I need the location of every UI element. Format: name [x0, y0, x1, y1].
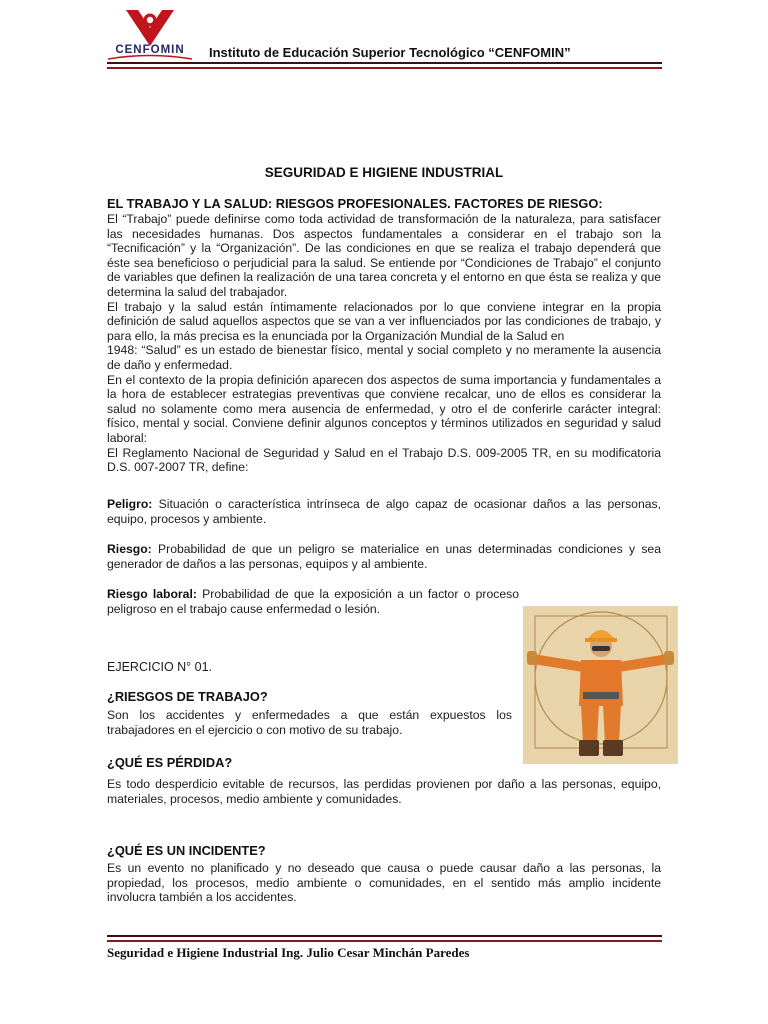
answer-perdida: Es todo desperdicio evitable de recursos, las perdidas provienen por daño a las personas, equipo, materiales, procesos, medio ambiente y comunidades. [107, 777, 661, 806]
def-riesgo: Probabilidad de que un peligro se materialice en unas determinadas condiciones y sea generador de daños a las personas, equipos y al ambiente. [107, 542, 661, 571]
header-rule [107, 62, 662, 64]
footer-rule [107, 935, 662, 937]
logo-text: CENFOMIN [115, 44, 185, 56]
definition-peligro [107, 497, 661, 526]
def-peligro: Situación o característica intrínseca de algo capaz de ocasionar daños a las personas, equipo, procesos y ambiente. [107, 497, 661, 526]
question-riesgos: ¿RIESGOS DE TRABAJO? [107, 689, 268, 704]
paragraph-salud: El trabajo y la salud están íntimamente relacionados por lo que conviene integrar en la propia definición de salud aquellos aspectos que se van a ver influenciados por las condiciones de trabajo, y para ello, la más precisa es la enunciada por la Organización Mundial de la Salud en [107, 299, 661, 343]
paragraph-trabajo: El “Trabajo” puede definirse como toda actividad de transformación de la naturaleza, para satisfacer las necesidades humanas. Dos aspectos fundamentales a considerar en el trabajo son la “Tecnificación” y la “Organización”. De las condiciones en que se realiza el trabajo dependerá que éste sea beneficioso o perjudicial para la salud. Se entiende por “Condiciones de Trabajo” el conjunto de variables que definen la realización de una tarea concreta y el entorno en que ésta se realiza y que determina la salud del trabajador. [107, 212, 661, 299]
term-riesgo-laboral: Riesgo laboral: [107, 587, 197, 601]
exercise-label: EJERCICIO N° 01. [107, 660, 213, 674]
paragraph-reglamento: El Reglamento Nacional de Seguridad y Salud en el Trabajo D.S. 009-2005 TR, en su modificatoria D.S. 007-2007 TR, define: [107, 445, 661, 475]
definition-riesgo-laboral [107, 587, 519, 616]
answer-riesgos: Son los accidentes y enfermedades a que están expuestos los trabajadores en el ejercicio o con motivo de su trabajo. [107, 708, 512, 737]
question-incidente: ¿QUÉ ES UN INCIDENTE? [107, 843, 266, 858]
page-title: SEGURIDAD E HIGIENE INDUSTRIAL [264, 165, 504, 180]
answer-incidente: Es un evento no planificado y no deseado que causa o puede causar daño a las personas, la propiedad, los procesos, medio ambiente o comunidades, en el sentido más amplio incidente involucra también a los accidentes. [107, 861, 661, 905]
footer-text: Seguridad e Higiene Industrial Ing. Julio Cesar Minchán Paredes [107, 945, 470, 960]
paragraph-oms-definition: 1948: “Salud” es un estado de bienestar físico, mental y social completo y no meramente la ausencia de daño y enfermedad. [107, 343, 661, 372]
question-perdida: ¿QUÉ ES PÉRDIDA? [107, 755, 233, 770]
section-heading: EL TRABAJO Y LA SALUD: RIESGOS PROFESIONALES. FACTORES DE RIESGO: [107, 196, 603, 211]
footer-rule-red [107, 940, 662, 942]
def-riesgo-laboral: Probabilidad de que la exposición a un factor o proceso peligroso en el trabajo cause enfermedad o lesión. [107, 587, 519, 616]
header-rule-red [107, 67, 662, 69]
intro-text [107, 212, 661, 475]
cenfomin-logo [104, 6, 196, 62]
paragraph-context: En el contexto de la propia definición aparecen dos aspectos de suma importancia y fundamentales a la hora de establecer estrategias preventivas que conviene recalcar, uno de ellos es considerar la salud no solamente como mera ausencia de enfermedad, y otro el de conferirle carácter integral: físico, mental y social. Conviene definir algunos conceptos y términos utilizados en seguridad y salud laboral: [107, 372, 661, 445]
definition-riesgo [107, 542, 661, 571]
header-title: Instituto de Educación Superior Tecnológico “CENFOMIN” [209, 45, 571, 60]
term-peligro: Peligro: [107, 497, 153, 511]
worker-illustration [523, 606, 678, 764]
term-riesgo: Riesgo: [107, 542, 152, 556]
